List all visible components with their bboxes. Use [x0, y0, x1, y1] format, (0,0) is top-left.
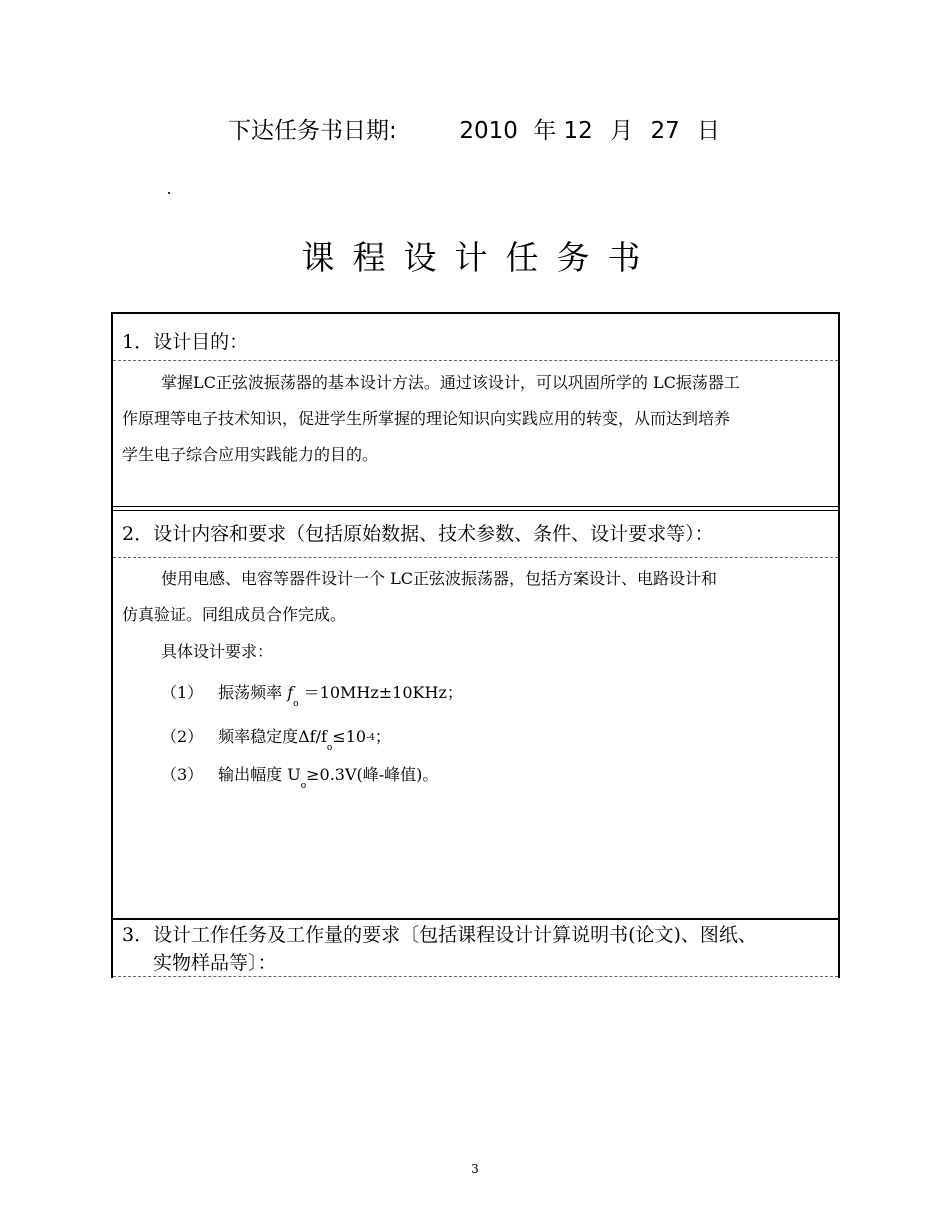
date-month-unit: 月 — [610, 118, 634, 144]
requirement-symbol: f — [287, 683, 294, 702]
page-number: 3 — [471, 1162, 479, 1176]
divider — [113, 557, 838, 558]
section3-heading-line1: 3．设计工作任务及工作量的要求〔包括课程设计计算说明书(论文)、图纸、 — [122, 924, 757, 946]
section2-line: 仿真验证。同组成员合作完成。 — [122, 605, 347, 624]
requirement-subscript: o — [300, 781, 307, 791]
section3-heading-line2: 实物样品等〕： — [153, 952, 277, 974]
requirement-number: （3） — [161, 765, 204, 784]
date-day-unit: 日 — [697, 118, 721, 144]
requirement-label: 频率稳定度 — [218, 727, 299, 746]
requirement-item — [161, 680, 463, 709]
divider — [113, 976, 838, 977]
requirement-value: ＝10MHz±10KHz； — [303, 683, 463, 702]
task-table — [111, 312, 840, 978]
section2-heading: 2．设计内容和要求（包括原始数据、技术参数、条件、设计要求等）： — [122, 523, 714, 545]
requirement-exponent: -4 — [366, 733, 375, 743]
section2-subheading: 具体设计要求： — [161, 642, 274, 661]
date-month: 12 — [563, 118, 593, 144]
section-divider — [113, 506, 838, 511]
requirement-value: ≥0.3V(峰-峰值)。 — [306, 765, 439, 784]
document-title: 课程设计任务书 — [301, 238, 659, 277]
requirement-value-end: ； — [374, 727, 391, 746]
requirement-item — [161, 762, 438, 791]
requirement-symbol: U — [287, 765, 301, 784]
divider — [113, 360, 838, 361]
section1-line: 掌握LC正弦波振荡器的基本设计方法。通过该设计，可以巩固所学的 LC振荡器工 — [161, 373, 740, 392]
requirement-item — [161, 724, 391, 753]
stray-dot — [168, 192, 170, 194]
section1-line: 作原理等电子技术知识，促进学生所掌握的理论知识向实践应用的转变，从而达到培养 — [122, 409, 731, 428]
requirement-label: 振荡频率 — [218, 683, 283, 702]
assignment-date-line — [228, 112, 720, 145]
date-label: 下达任务书日期: — [228, 118, 397, 144]
requirement-value: ≤10 — [332, 727, 367, 746]
requirement-subscript: o — [293, 699, 299, 709]
requirement-label: 输出幅度 — [218, 765, 283, 784]
requirement-number: （2） — [161, 727, 204, 746]
requirement-symbol: Δf/f — [298, 727, 327, 746]
section1-line: 学生电子综合应用实践能力的目的。 — [122, 445, 379, 464]
section2-line: 使用电感、电容等器件设计一个 LC正弦波振荡器，包括方案设计、电路设计和 — [161, 569, 717, 588]
date-year-unit: 年 — [533, 118, 557, 144]
requirement-subscript: o — [326, 743, 333, 753]
date-year: 2010 — [459, 118, 518, 144]
requirement-number: （1） — [161, 683, 204, 702]
date-day: 27 — [650, 118, 680, 144]
section1-heading: 1．设计目的： — [122, 331, 249, 353]
